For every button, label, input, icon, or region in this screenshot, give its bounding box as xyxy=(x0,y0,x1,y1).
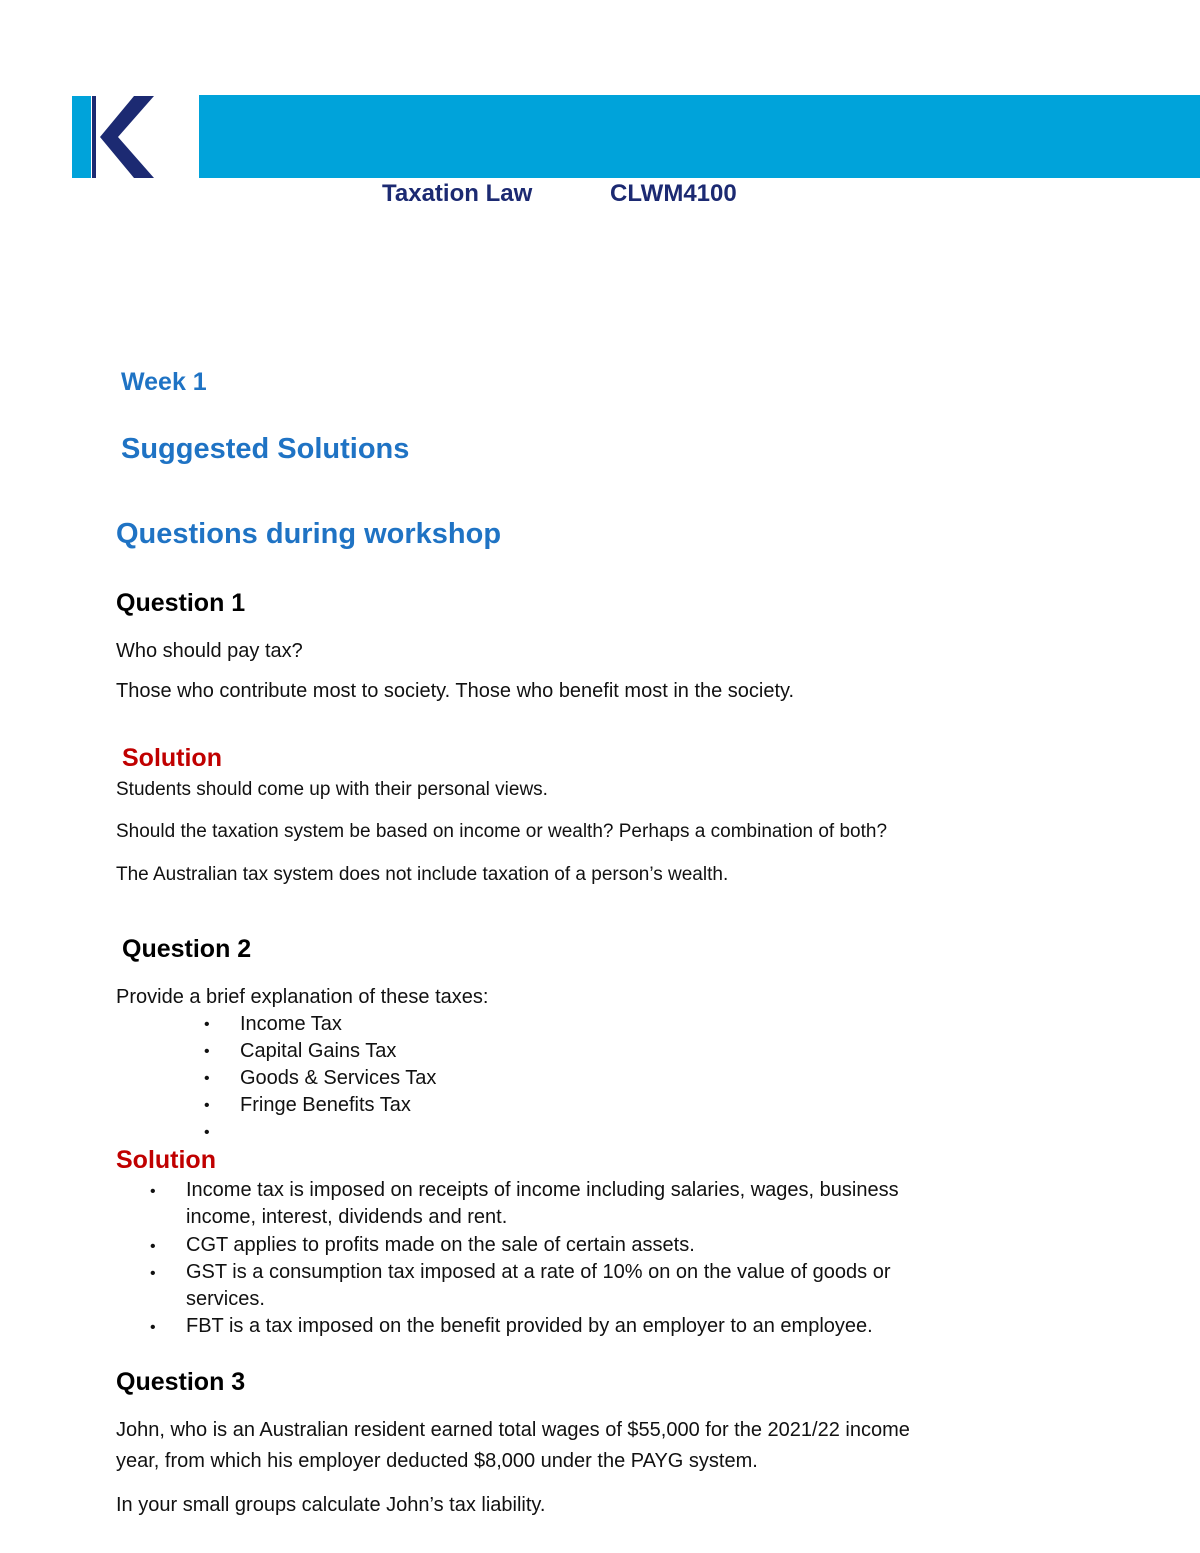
solution-list-item-continued: services. xyxy=(186,1288,265,1310)
tax-list-item: Fringe Benefits Tax xyxy=(240,1094,411,1116)
bullet-icon: • xyxy=(150,1319,156,1336)
bullet-icon: • xyxy=(204,1016,210,1033)
document-subtitle: Suggested Solutions xyxy=(121,433,410,465)
tax-list-item: Goods & Services Tax xyxy=(240,1067,437,1089)
question-2-heading: Question 2 xyxy=(122,935,252,963)
solution-list-item: CGT applies to profits made on the sale of certain assets. xyxy=(186,1234,695,1256)
question-3-heading: Question 3 xyxy=(116,1368,246,1396)
bullet-icon: • xyxy=(204,1124,210,1141)
bullet-icon: • xyxy=(150,1183,156,1200)
header-banner xyxy=(199,95,1200,178)
question-1-answer-hint: Those who contribute most to society. Those who benefit most in the society. xyxy=(116,680,795,702)
question-3-body: year, from which his employer deducted $8,000 under the PAYG system. xyxy=(116,1450,758,1472)
week-label: Week 1 xyxy=(121,368,207,396)
bullet-icon: • xyxy=(204,1043,210,1060)
question-1-solution-heading: Solution xyxy=(122,744,222,772)
course-name: Taxation Law xyxy=(382,180,533,207)
question-2-prompt: Provide a brief explanation of these taxes: xyxy=(116,986,489,1008)
bullet-icon: • xyxy=(150,1265,156,1282)
tax-list-item: Income Tax xyxy=(240,1013,342,1035)
question-1-solution-line: Students should come up with their personal views. xyxy=(116,779,548,800)
bullet-icon: • xyxy=(150,1238,156,1255)
bullet-icon: • xyxy=(204,1097,210,1114)
course-code: CLWM4100 xyxy=(610,180,737,207)
solution-list-item: FBT is a tax imposed on the benefit provided by an employer to an employee. xyxy=(186,1315,873,1337)
question-2-solution-heading: Solution xyxy=(116,1146,216,1174)
section-heading: Questions during workshop xyxy=(116,518,502,550)
course-title-line xyxy=(0,180,1200,214)
question-1-solution-line: Should the taxation system be based on income or wealth? Perhaps a combination of both? xyxy=(116,821,888,842)
solution-list-item-continued: income, interest, dividends and rent. xyxy=(186,1206,508,1228)
question-3-instruction: In your small groups calculate John’s tax liability. xyxy=(116,1494,546,1516)
question-1-prompt: Who should pay tax? xyxy=(116,640,303,662)
question-1-heading: Question 1 xyxy=(116,589,246,617)
question-1-solution-line: The Australian tax system does not include taxation of a person’s wealth. xyxy=(116,864,729,885)
question-3-body: John, who is an Australian resident earned total wages of $55,000 for the 2021/22 income xyxy=(116,1419,910,1441)
tax-list-item: Capital Gains Tax xyxy=(240,1040,397,1062)
k-logo-icon xyxy=(70,94,156,180)
bullet-icon: • xyxy=(204,1070,210,1087)
solution-list-item: Income tax is imposed on receipts of income including salaries, wages, business xyxy=(186,1179,899,1201)
solution-list-item: GST is a consumption tax imposed at a rate of 10% on on the value of goods or xyxy=(186,1261,891,1283)
